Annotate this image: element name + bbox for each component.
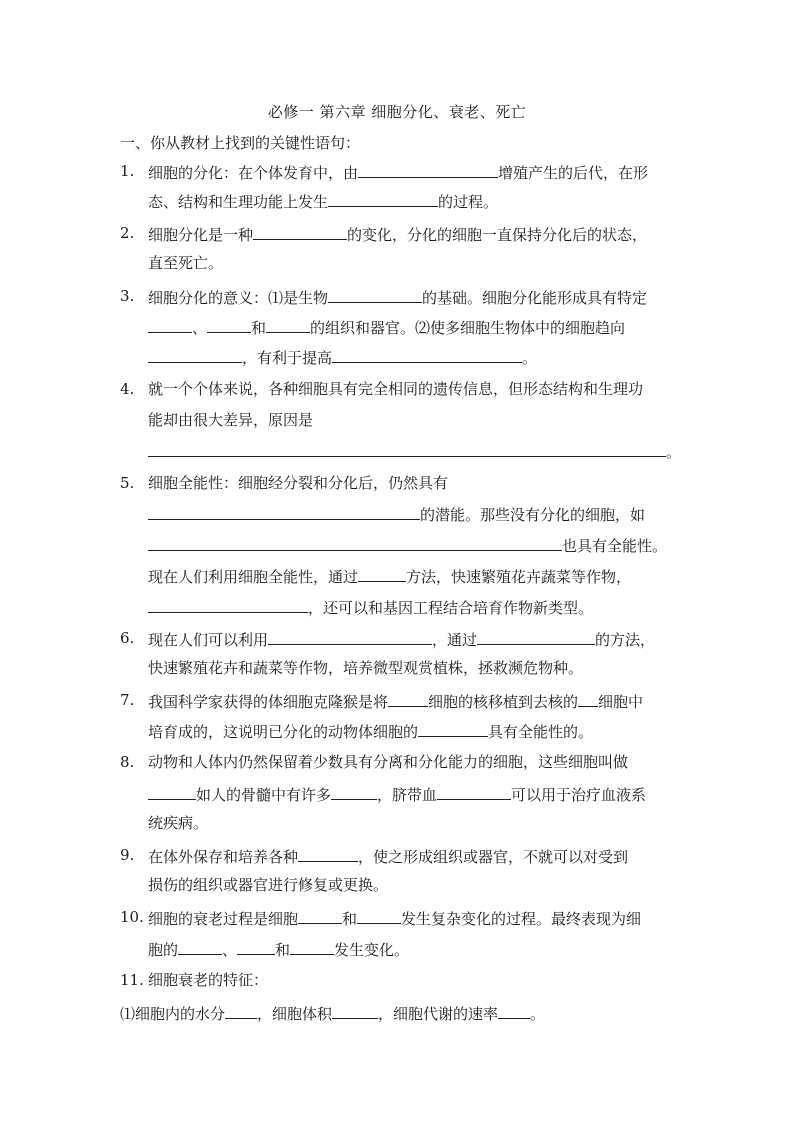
item-text: 细胞中 (598, 693, 644, 711)
answer-blank[interactable] (148, 534, 562, 551)
item-text: 就一个个体来说，各种细胞具有完全相同的遗传信息，但形态结构和生理功 (148, 380, 644, 398)
item-text: 具有全能性的。 (488, 723, 594, 741)
answer-blank[interactable] (357, 907, 401, 924)
item-2-line-2: 直至死亡。 (148, 254, 224, 272)
item-text: 增殖产生的后代，在形 (498, 164, 649, 182)
item-text: 细胞分化是一种 (148, 226, 254, 244)
item-text: 现在人们利用细胞全能性，通过 (148, 568, 359, 586)
item-text: ⑴细胞内的水分 (120, 1005, 226, 1023)
item-1-line-1 (120, 161, 649, 182)
item-text: 。 (666, 443, 682, 461)
item-4-line-1 (120, 379, 644, 399)
item-8-line-2 (148, 783, 646, 805)
item-number: 3. (120, 287, 135, 305)
item-text: 细胞的核移植到去核的 (428, 693, 579, 711)
item-text: 发生变化。 (334, 941, 410, 959)
item-10-line-2 (148, 938, 409, 960)
item-number: 9. (120, 846, 135, 864)
item-text: 和 (251, 319, 267, 337)
item-5-line-4 (148, 565, 631, 587)
answer-blank[interactable] (290, 938, 334, 955)
item-5-line-3 (148, 534, 667, 556)
item-text: ，细胞体积 (257, 1005, 333, 1023)
item-number: 1. (120, 162, 135, 180)
answer-blank[interactable] (253, 223, 347, 240)
item-10-line-1 (120, 907, 642, 928)
item-3-line-2 (148, 316, 625, 338)
item-3-line-1 (120, 286, 648, 307)
page-title: 必修一 第六章 细胞分化、衰老、死亡 (267, 103, 527, 121)
item-text: 细胞分化的意义：⑴是生物 (148, 289, 329, 307)
item-text: ，脐带血 (377, 786, 438, 804)
item-text: 和 (275, 941, 291, 959)
item-7-line-2 (148, 720, 593, 742)
answer-blank[interactable] (578, 690, 598, 707)
item-text: ，还可以和基因工程结合培育作物新类型。 (308, 599, 594, 617)
item-text: 也具有全能性。 (562, 537, 668, 555)
answer-blank[interactable] (298, 845, 358, 862)
item-text: ，细胞代谢的速率 (378, 1005, 499, 1023)
item-text: 胞的 (148, 941, 179, 959)
item-number: 8. (120, 753, 135, 771)
item-text: 、 (222, 941, 238, 959)
answer-blank[interactable] (225, 1002, 257, 1019)
item-text: 发生复杂变化的过程。最终表现为细 (401, 910, 642, 928)
item-text: 方法，快速繁殖花卉蔬菜等作物， (406, 568, 632, 586)
item-text: 我国科学家获得的体细胞克隆猴是将 (148, 693, 389, 711)
item-number: 7. (120, 691, 135, 709)
item-text: 的方法， (595, 631, 656, 649)
answer-blank[interactable] (148, 440, 666, 457)
item-text: ，使之形成组织或器官，不就可以对受到 (358, 848, 629, 866)
item-text: 。 (530, 1005, 546, 1023)
answer-blank[interactable] (418, 720, 488, 737)
answer-blank[interactable] (207, 316, 251, 333)
item-text: 的组织和器官。⑵使多细胞生物体中的细胞趋向 (310, 319, 626, 337)
item-text: 的过程。 (438, 193, 499, 211)
item-text: 细胞衰老的特征： (148, 971, 269, 989)
item-11-line-1 (120, 970, 269, 990)
item-7-line-1 (120, 690, 644, 711)
item-6-line-2: 快速繁殖花卉和蔬菜等作物，培养微型观赏植株，拯救濒危物种。 (148, 659, 584, 677)
item-2-line-1 (120, 223, 648, 244)
item-8-line-3: 统疾病。 (148, 814, 209, 832)
item-text: 。 (522, 349, 538, 367)
item-9-line-1 (120, 845, 629, 866)
item-text: 细胞全能性：细胞经分裂和分化后，仍然具有 (148, 474, 449, 492)
sub-item-1 (120, 1002, 545, 1024)
answer-blank[interactable] (332, 346, 522, 363)
answer-blank[interactable] (266, 316, 310, 333)
item-text: 态、结构和生理功能上发生 (148, 193, 329, 211)
item-8-line-1 (120, 752, 629, 772)
item-6-line-1 (120, 628, 656, 649)
answer-blank[interactable] (388, 690, 428, 707)
item-number: 5. (120, 474, 135, 492)
item-text: ，通过 (432, 631, 478, 649)
item-3-line-3 (148, 346, 537, 368)
answer-blank[interactable] (148, 346, 242, 363)
item-text: 动物和人体内仍然保留着少数具有分离和分化能力的细胞，这些细胞叫做 (148, 753, 629, 771)
item-text: 培育成的，这说明已分化的动物体细胞的 (148, 723, 419, 741)
item-9-line-2: 损伤的组织或器官进行修复或更换。 (148, 876, 389, 894)
item-text: 、 (192, 319, 208, 337)
answer-blank[interactable] (437, 783, 511, 800)
answer-blank[interactable] (332, 1002, 378, 1019)
item-text: 细胞的衰老过程是细胞 (148, 910, 299, 928)
item-4-line-2: 能却由很大差异，原因是 (148, 411, 314, 429)
item-number: 6. (120, 629, 135, 647)
answer-blank[interactable] (148, 503, 420, 520)
answer-blank[interactable] (358, 565, 406, 582)
item-text: 的变化，分化的细胞一直保持分化后的状态， (347, 226, 648, 244)
answer-blank[interactable] (477, 628, 595, 645)
item-text: 现在人们可以利用 (148, 631, 269, 649)
answer-blank[interactable] (358, 161, 498, 178)
item-number: 2. (120, 224, 135, 242)
item-5-line-2 (148, 503, 645, 525)
item-5-line-5 (148, 596, 593, 618)
item-text: 可以用于治疗血液系 (511, 786, 647, 804)
answer-blank[interactable] (328, 286, 422, 303)
item-5-line-1 (120, 473, 449, 493)
answer-blank[interactable] (237, 938, 275, 955)
answer-blank[interactable] (498, 1002, 530, 1019)
answer-blank[interactable] (148, 316, 192, 333)
section-heading: 一、你从教材上找到的关键性语句： (120, 134, 361, 152)
item-text: 细胞的分化：在个体发育中，由 (148, 164, 359, 182)
item-number: 10. (120, 908, 144, 926)
item-text: 在体外保存和培养各种 (148, 848, 299, 866)
item-number: 11. (120, 971, 144, 989)
answer-blank[interactable] (148, 783, 196, 800)
answer-blank[interactable] (178, 938, 222, 955)
answer-blank[interactable] (331, 783, 377, 800)
item-text: 和 (342, 910, 358, 928)
answer-blank[interactable] (298, 907, 342, 924)
answer-blank[interactable] (148, 596, 308, 613)
item-1-line-2 (148, 190, 498, 212)
item-number: 4. (120, 380, 135, 398)
answer-blank[interactable] (328, 190, 438, 207)
item-text: ，有利于提高 (242, 349, 333, 367)
item-text: 的基础。细胞分化能形成具有特定 (422, 289, 648, 307)
item-text: 的潜能。那些没有分化的细胞，如 (420, 506, 646, 524)
answer-blank[interactable] (268, 628, 432, 645)
item-text: 如人的骨髓中有许多 (196, 786, 332, 804)
item-4-line-3 (148, 440, 681, 462)
